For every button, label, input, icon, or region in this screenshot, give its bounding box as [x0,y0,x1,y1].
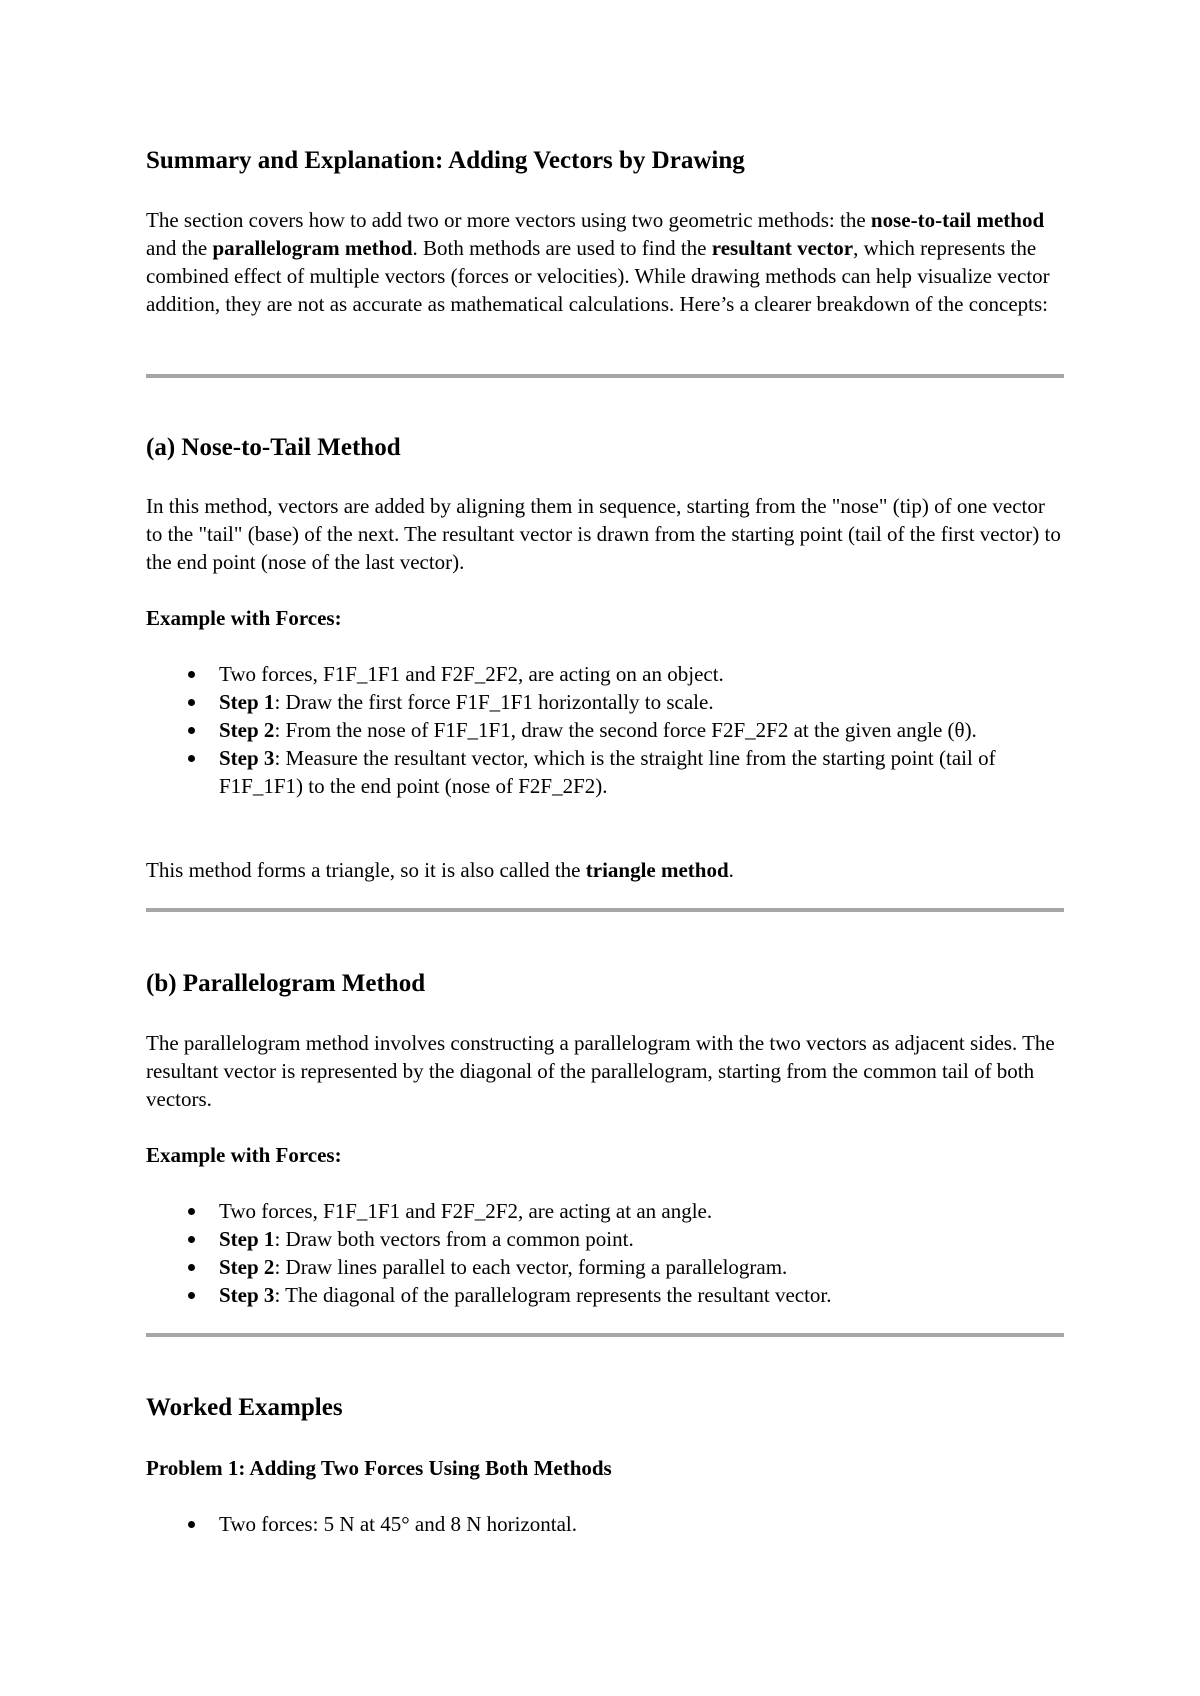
list-item-step-label: Step 2 [219,718,275,742]
section-b-steps-list [146,1197,1064,1309]
section-b-example-heading: Example with Forces: [146,1143,342,1167]
problem-1-list [146,1510,1064,1538]
bullet-icon [188,699,195,706]
section-a-heading: (a) Nose-to-Tail Method [146,434,401,461]
divider-3 [146,1333,1064,1337]
intro-paragraph [146,206,1064,318]
bullet-icon [188,1521,195,1528]
list-item-text: Two forces: 5 N at 45° and 8 N horizontal. [219,1512,578,1536]
section-a-example-heading: Example with Forces: [146,606,342,630]
intro-bold-resultant: resultant vector [711,236,854,260]
intro-text-1: The section covers how to add two or more vectors using two geometric methods: the [146,208,871,232]
list-item-text: : Draw the first force F1F_1F1 horizontally to scale. [274,690,714,714]
list-item [146,1253,1064,1281]
conclusion-bold-triangle-method: triangle method [585,858,729,882]
bullet-icon [188,1236,195,1243]
list-item-step-label: Step 3 [219,746,275,770]
list-item [146,660,1064,688]
list-item-text: : From the nose of F1F_1F1, draw the second force F2F_2F2 at the given angle (θ). [274,718,977,742]
list-item-step-label: Step 3 [219,1283,275,1307]
list-item [146,1510,1064,1538]
list-item-text: : Draw lines parallel to each vector, forming a parallelogram. [274,1255,788,1279]
bullet-icon [188,755,195,762]
list-item-text: Two forces, F1F_1F1 and F2F_2F2, are acting on an object. [219,662,724,686]
list-item-step-label: Step 1 [219,690,275,714]
list-item [146,744,1064,800]
list-item [146,1281,1064,1309]
divider-2 [146,908,1064,912]
bullet-icon [188,1264,195,1271]
page-title: Summary and Explanation: Adding Vectors by Drawing [146,147,745,174]
intro-bold-parallelogram: parallelogram method [212,236,413,260]
list-item [146,716,1064,744]
bullet-icon [188,1292,195,1299]
intro-text-4: , which represents the combined effect of multiple vectors (forces or velocities). While drawing methods can help visualize vector addition, they are not as accurate as mathematical calculations. Here’s a clearer breakdown of the concepts: [146,236,1050,316]
list-item [146,1225,1064,1253]
list-item-step-label: Step 2 [219,1255,275,1279]
list-item [146,688,1064,716]
bullet-icon [188,1208,195,1215]
list-item [146,1197,1064,1225]
list-item-text: Two forces, F1F_1F1 and F2F_2F2, are acting at an angle. [219,1199,713,1223]
list-item-step-label: Step 1 [219,1227,275,1251]
problem-1-heading: Problem 1: Adding Two Forces Using Both Methods [146,1456,612,1480]
divider-1 [146,374,1064,378]
section-a-description: In this method, vectors are added by aligning them in sequence, starting from the "nose" (tip) of one vector to the "tail" (base) of the next. The resultant vector is drawn from the starting point (tail of the first vector) to the end point (nose of the last vector). [146,494,1061,574]
worked-examples-heading: Worked Examples [146,1394,343,1421]
intro-text-2: and the [146,236,213,260]
conclusion-text: This method forms a triangle, so it is also called the [146,858,586,882]
conclusion-end: . [728,858,734,882]
section-b-heading: (b) Parallelogram Method [146,970,426,997]
intro-bold-nose-to-tail: nose-to-tail method [870,208,1045,232]
bullet-icon [188,727,195,734]
list-item-text: : Draw both vectors from a common point. [274,1227,634,1251]
section-a-conclusion [146,856,1064,884]
bullet-icon [188,671,195,678]
list-item-text: : Measure the resultant vector, which is the straight line from the starting point (tail of F1F_1F1) to the end point (nose of F2F_2F2). [219,746,996,798]
section-b-description: The parallelogram method involves constructing a parallelogram with the two vectors as adjacent sides. The resultant vector is represented by the diagonal of the parallelogram, starting from the common tail of both vectors. [146,1031,1055,1111]
intro-text-3: . Both methods are used to find the [412,236,712,260]
section-a-steps-list [146,660,1064,800]
list-item-text: : The diagonal of the parallelogram represents the resultant vector. [274,1283,832,1307]
